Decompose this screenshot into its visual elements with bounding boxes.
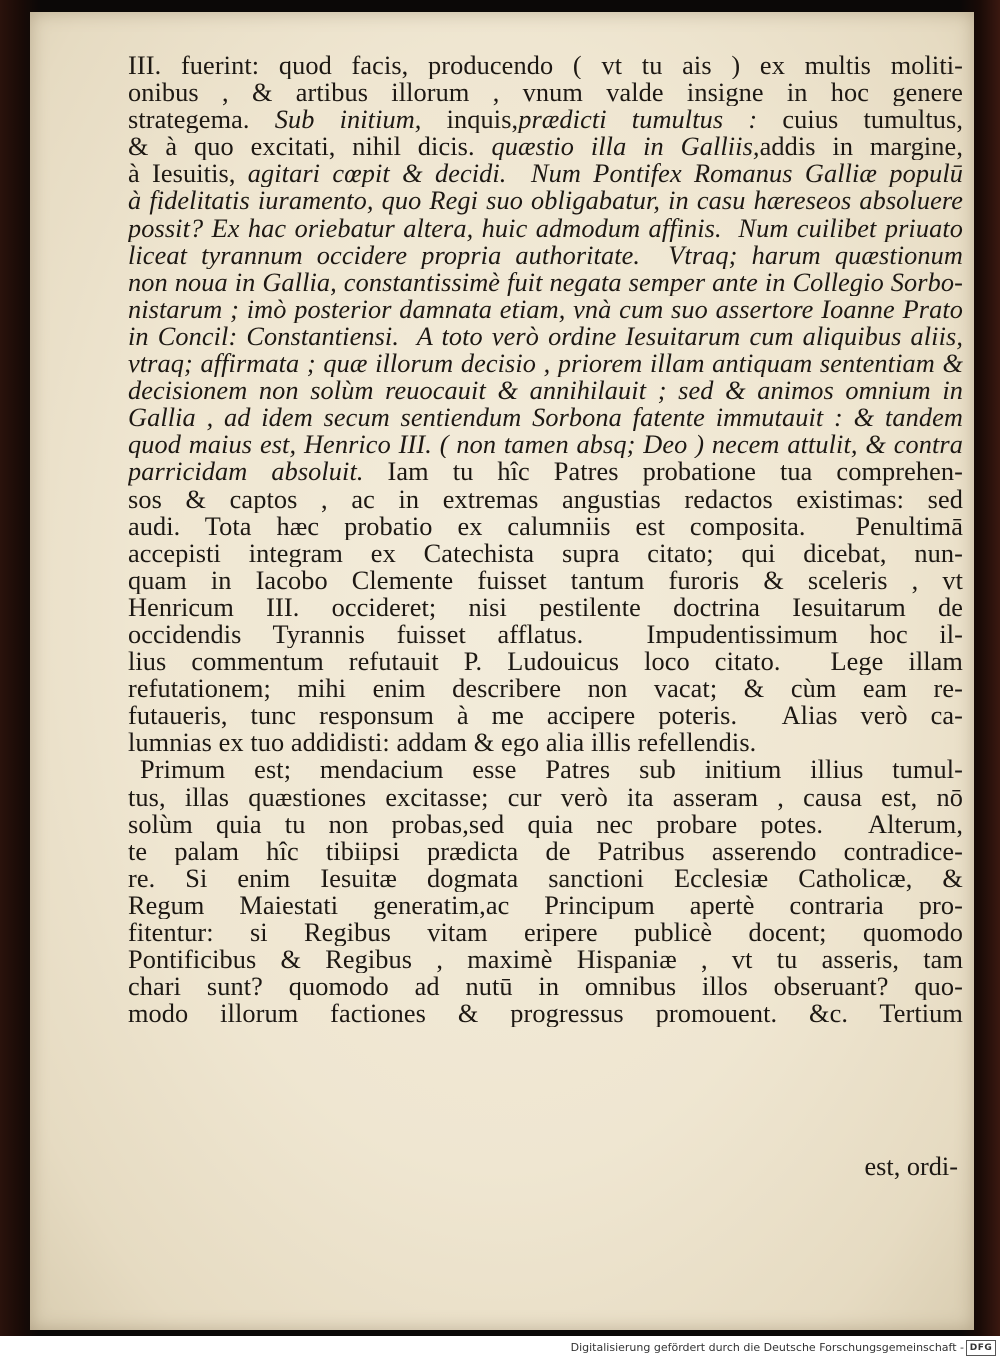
text-line bbox=[128, 431, 963, 458]
roman-run: te palam hîc tibiipsi prædicta de Patribus asserendo contradice- bbox=[128, 837, 963, 865]
footer-bar bbox=[0, 1336, 1000, 1359]
text-line bbox=[128, 404, 963, 431]
book-page bbox=[30, 12, 974, 1330]
text-line bbox=[128, 838, 963, 865]
roman-run: quam in Iacobo Clemente fuisset tantum furoris & sceleris , vt bbox=[128, 566, 963, 594]
page-text bbox=[128, 52, 963, 1027]
italic-run: in Concil: Constantiensi. A toto verò ordine Iesuitarum cum aliquibus aliis, bbox=[128, 322, 963, 351]
roman-run: III. fuerint: quod facis, producendo ( vt tu ais ) ex multis moliti- bbox=[128, 52, 963, 80]
italic-run: Gallia , ad idem secum sentiendum Sorbona fatente immutauit : & tandem bbox=[128, 404, 963, 432]
roman-run: refutationem; mihi enim describere non vacat; & cùm eam re- bbox=[128, 675, 963, 703]
text-line bbox=[128, 486, 963, 513]
text-line bbox=[128, 594, 963, 621]
italic-run: possit? Ex hac oriebatur altera, huic admodum affinis. Num cuilibet priuato bbox=[128, 214, 963, 242]
dfg-logo-icon: DFG bbox=[966, 1340, 996, 1356]
roman-run: Iam tu hîc Patres probatione tua comprehen- bbox=[363, 458, 963, 486]
roman-run: fitentur: si Regibus vitam eripere publicè docent; quomodo bbox=[128, 919, 963, 947]
text-line bbox=[128, 296, 963, 323]
roman-run: accepisti integram ex Catechista supra citato; qui dicebat, nun- bbox=[128, 539, 963, 567]
text-line bbox=[128, 892, 963, 919]
italic-run: prædicti tumultus : bbox=[518, 106, 758, 134]
roman-run: futaueris, tunc responsum à me accipere poteris. Alias verò ca- bbox=[128, 702, 963, 730]
roman-run: addis in margine, bbox=[759, 133, 963, 161]
text-line bbox=[128, 242, 963, 269]
text-line bbox=[128, 513, 963, 540]
italic-run: vtraq; affirmata ; quæ illorum decisio , priorem illam antiquam sententiam & bbox=[128, 350, 963, 378]
text-line bbox=[128, 729, 963, 756]
roman-run: Henricum III. occideret; nisi pestilente doctrina Iesuitarum de bbox=[128, 593, 963, 621]
roman-run: modo illorum factiones & progressus promouent. &c. Tertium bbox=[128, 1000, 963, 1028]
funding-credit: Digitalisierung gefördert durch die Deutsche Forschungsgemeinschaft - bbox=[570, 1341, 964, 1354]
text-line bbox=[128, 79, 963, 106]
roman-run: Pontificibus & Regibus , maximè Hispaniæ , vt tu asseris, tam bbox=[128, 946, 963, 974]
text-line bbox=[128, 919, 963, 946]
italic-run: nistarum ; imò posterior damnata etiam, vnà cum suo assertore Ioanne Prato bbox=[128, 295, 963, 323]
text-line bbox=[128, 946, 963, 973]
italic-run: quod maius est, Henrico III. ( non tamen absq; Deo ) necem attulit, & contra bbox=[128, 431, 963, 459]
roman-run: & à quo excitati, nihil dicis. bbox=[128, 133, 492, 161]
italic-run: liceat tyrannum occidere propria authoritate. Vtraq; harum quæstionum bbox=[128, 241, 963, 269]
text-line bbox=[128, 215, 963, 242]
roman-run: à Iesuitis, bbox=[128, 160, 248, 188]
italic-run: agitari cœpit & decidi. Num Pontifex Romanus Galliæ populū bbox=[247, 160, 963, 188]
roman-run: chari sunt? quomodo ad nutū in omnibus illos obseruant? quo- bbox=[128, 973, 963, 1001]
italic-run: quæstio illa in Galliis, bbox=[491, 133, 760, 161]
roman-run: Primum est; mendacium esse Patres sub initium illius tumul- bbox=[140, 756, 963, 784]
text-line bbox=[128, 52, 963, 79]
roman-run: occidendis Tyrannis fuisset afflatus. Impudentissimum hoc il- bbox=[128, 620, 963, 649]
roman-run: onibus , & artibus illorum , vnum valde insigne in hoc genere bbox=[128, 79, 963, 107]
roman-run: strategema. bbox=[128, 106, 275, 134]
text-line bbox=[128, 567, 963, 594]
roman-run: cuius tumultus, bbox=[757, 106, 963, 134]
text-line bbox=[128, 784, 963, 811]
text-line bbox=[128, 865, 963, 892]
text-line bbox=[128, 540, 963, 567]
text-line bbox=[128, 1000, 963, 1027]
roman-run: sos & captos , ac in extremas angustias redactos existimas: sed bbox=[128, 485, 963, 513]
text-line bbox=[128, 106, 963, 133]
roman-run: inquis, bbox=[421, 106, 519, 134]
text-line bbox=[128, 160, 963, 187]
text-line bbox=[128, 811, 963, 838]
text-line bbox=[128, 648, 963, 675]
text-line bbox=[128, 973, 963, 1000]
roman-run: tus, illas quæstiones excitasse; cur verò ita asseram , causa est, nō bbox=[128, 783, 963, 811]
text-line bbox=[128, 377, 963, 404]
text-line bbox=[128, 621, 963, 648]
text-line bbox=[128, 675, 963, 702]
italic-run: parricidam absoluit. bbox=[128, 458, 364, 486]
italic-run: à fidelitatis iuramento, quo Regi suo obligabatur, in casu hæreseos absoluere bbox=[128, 187, 963, 215]
italic-run: Sub initium, bbox=[274, 106, 422, 134]
text-line bbox=[128, 702, 963, 729]
text-line bbox=[128, 323, 963, 350]
roman-run: Regum Maiestati generatim,ac Principum apertè contraria pro- bbox=[128, 891, 963, 919]
text-line bbox=[128, 458, 963, 485]
text-line bbox=[128, 756, 963, 783]
roman-run: re. Si enim Iesuitæ dogmata sanctioni Ecclesiæ Catholicæ, & bbox=[128, 864, 963, 892]
text-line bbox=[128, 350, 963, 377]
italic-run: decisionem non solùm reuocauit & annihilauit ; sed & animos omnium in bbox=[128, 377, 963, 405]
roman-run: audi. Tota hæc probatio ex calumniis est composita. Penultimā bbox=[128, 512, 963, 540]
roman-run: solùm quia tu non probas,sed quia nec probare potes. Alterum, bbox=[128, 810, 963, 838]
italic-run: non noua in Gallia, constantissimè fuit negata semper ante in Collegio Sorbo- bbox=[128, 268, 963, 296]
roman-run: lumnias ex tuo addidisti: addam & ego alia illis refellendis. bbox=[128, 729, 757, 757]
text-line bbox=[128, 187, 963, 214]
catchword: est, ordi- bbox=[864, 1152, 958, 1180]
text-line bbox=[128, 133, 963, 160]
roman-run: lius commentum refutauit P. Ludouicus loco citato. Lege illam bbox=[128, 648, 963, 676]
text-line bbox=[128, 269, 963, 296]
